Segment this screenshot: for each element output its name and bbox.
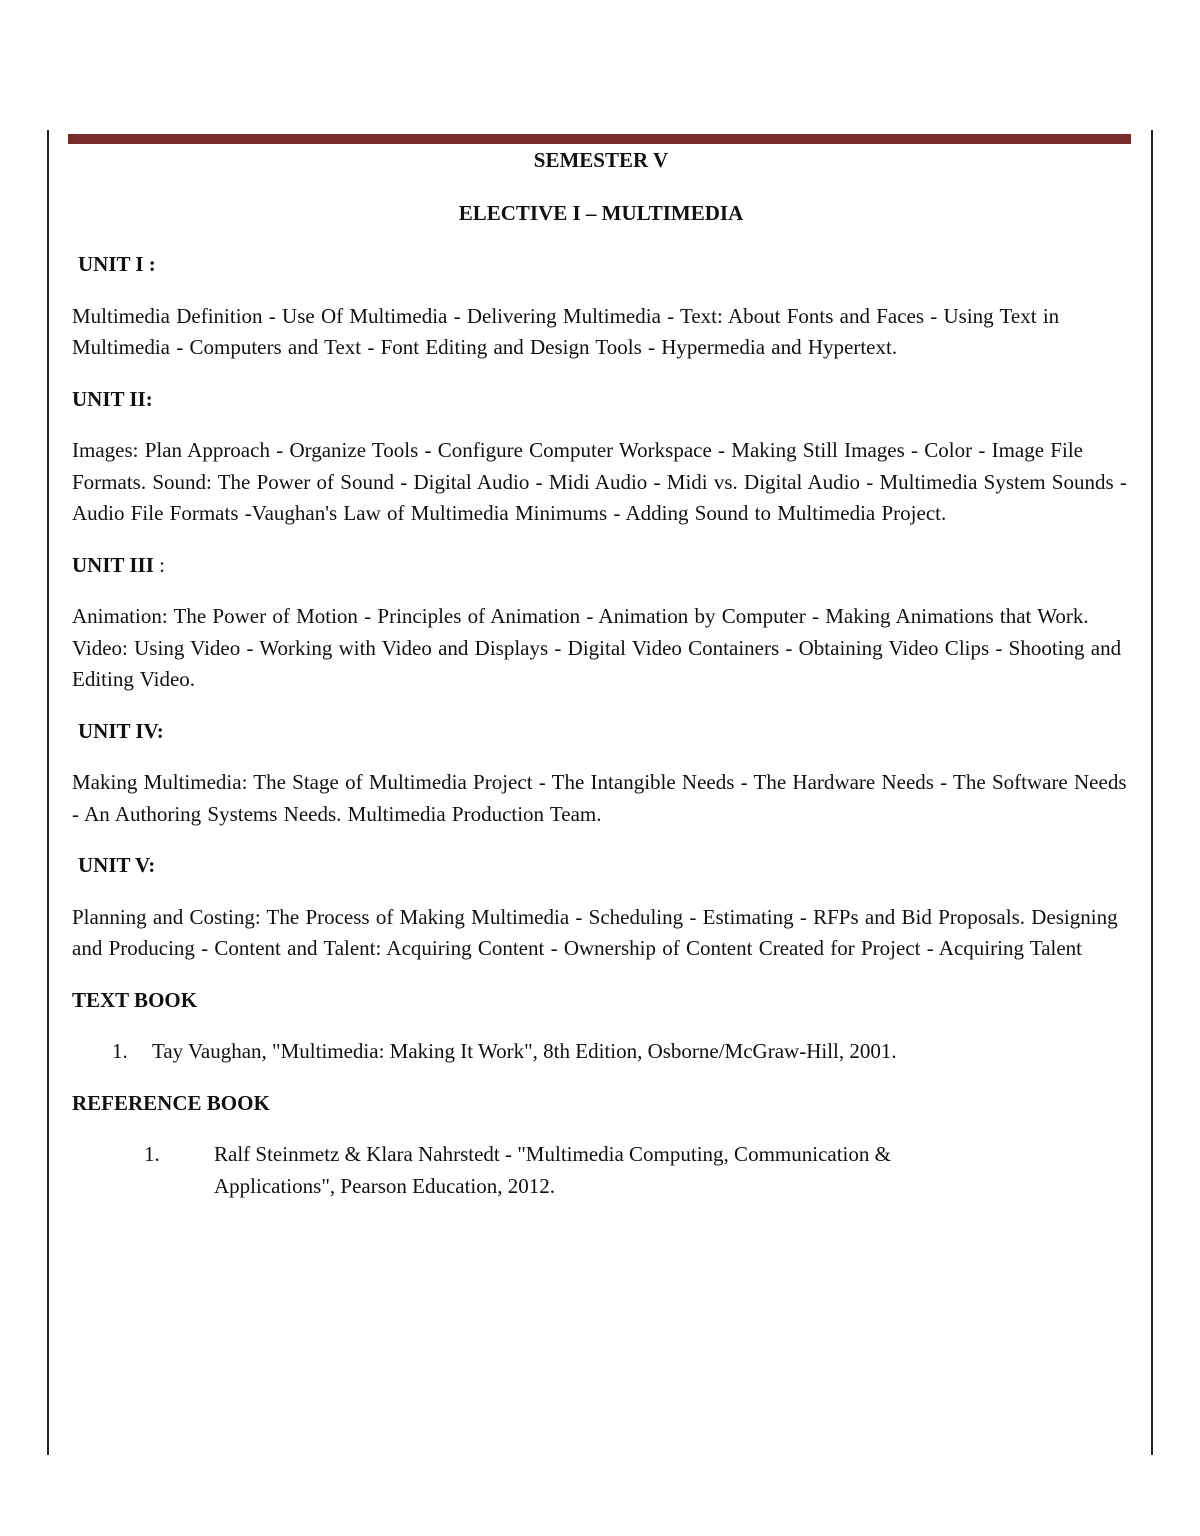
unit-5-text: Planning and Costing: The Process of Making Multimedia - Scheduling - Estimating - RFPs and Bid Proposals. Designing and Producing - Content and Talent: Acquiring Content - Ownership of Content Created for Project - Acquiring Talent <box>72 904 1118 960</box>
unit-2-text: Images: Plan Approach - Organize Tools - Configure Computer Workspace - Making Still Images - Color - Image File Formats. Sound: The Power of Sound - Digital Audio - Midi Audio - Midi vs. Digital Audio - Multimedia System Sounds - Audio File Formats -Vaughan's Law of Multimedia Minimums - Adding Sound to Multimedia Project. <box>72 438 1127 525</box>
book-citation: Tay Vaughan, "Multimedia: Making It Work", 8th Edition, Osborne/McGraw-Hill, 2001. <box>152 1039 897 1063</box>
page-border-right <box>1151 130 1153 1455</box>
unit-4-heading: UNIT IV: <box>78 718 164 743</box>
unit-1-heading: UNIT I : <box>78 252 156 276</box>
unit-1-text: Multimedia Definition - Use Of Multimedia - Delivering Multimedia - Text: About Fonts and Faces - Using Text in Multimedia - Computers and Text - Font Editing and Design Tools - Hypermedia and Hypertext. <box>72 303 1060 359</box>
unit-3-heading-colon: : <box>153 552 165 577</box>
list-number: 1. <box>112 1039 128 1063</box>
page-border-left <box>47 130 49 1455</box>
reference-book-heading: REFERENCE BOOK <box>72 1090 270 1115</box>
reference-book-item <box>72 1139 1130 1202</box>
unit-5-heading: UNIT V: <box>78 853 156 877</box>
reference-book-list <box>72 1139 1130 1202</box>
text-book-heading: TEXT BOOK <box>72 987 198 1012</box>
document-body <box>72 145 1130 1202</box>
unit-3-heading <box>72 550 1130 582</box>
course-title: ELECTIVE I – MULTIMEDIA <box>458 200 744 225</box>
book-citation: Ralf Steinmetz & Klara Nahrstedt - "Multimedia Computing, Communication & Applications", Pearson Education, 2012. <box>214 1142 891 1198</box>
text-book-list <box>72 1036 1130 1068</box>
text-book-item <box>72 1036 1130 1068</box>
top-rule <box>68 134 1131 144</box>
list-number: 1. <box>144 1142 160 1166</box>
unit-3-heading-label: UNIT III <box>72 552 154 577</box>
unit-4-text: Making Multimedia: The Stage of Multimedia Project - The Intangible Needs - The Hardware Needs - The Software Needs - An Authoring Systems Needs. Multimedia Production Team. <box>72 770 1127 826</box>
semester-heading: SEMESTER V <box>533 148 669 172</box>
unit-3-text: Animation: The Power of Motion - Principles of Animation - Animation by Computer - Making Animations that Work. Video: Using Video - Working with Video and Displays - Digital Video Containers - Obtaining Video Clips - Shooting and Editing Video. <box>72 604 1122 691</box>
unit-2-heading: UNIT II: <box>72 386 153 411</box>
